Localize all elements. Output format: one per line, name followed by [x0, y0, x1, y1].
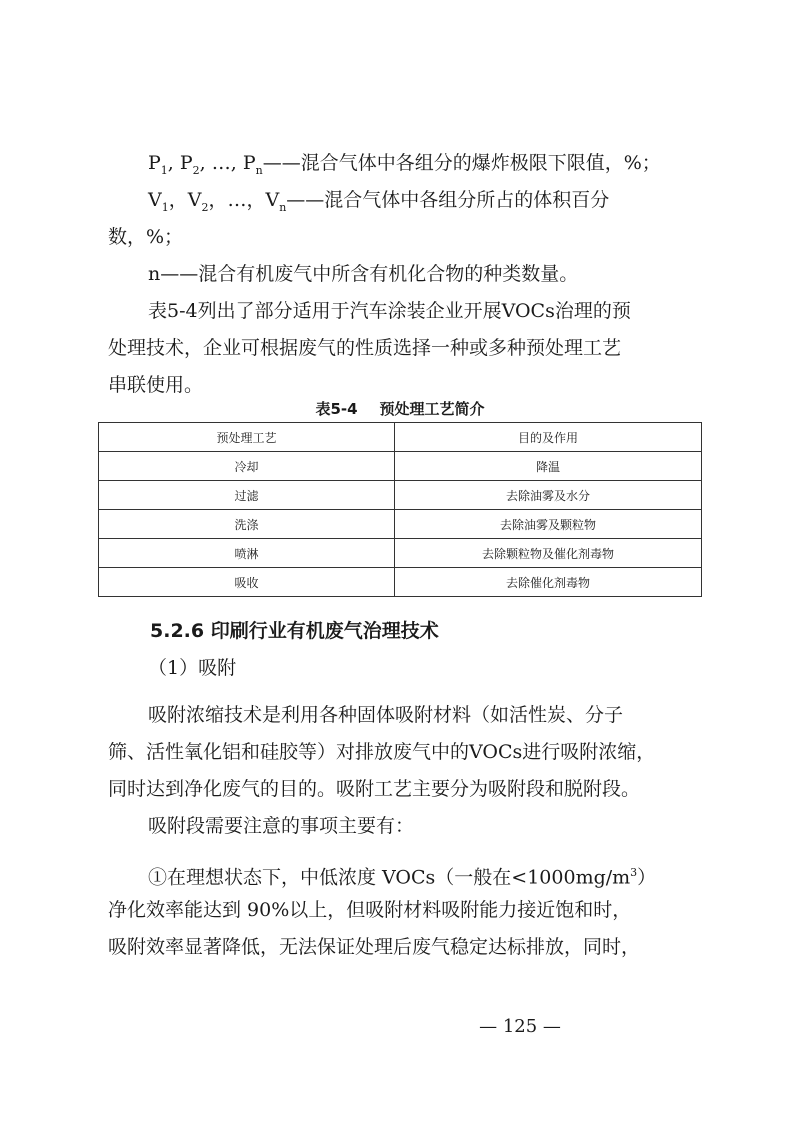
column-header: 预处理工艺: [99, 423, 395, 452]
pretreatment-table: [98, 422, 702, 597]
table-cell: 去除油雾及水分: [395, 481, 702, 510]
table-cell: 降温: [395, 452, 702, 481]
table-row: [99, 510, 702, 539]
paragraph-line: 吸附浓缩技术是利用各种固体吸附材料（如活性炭、分子: [148, 704, 624, 726]
table-cell: 去除颗粒物及催化剂毒物: [395, 539, 702, 568]
table-header-row: [99, 423, 702, 452]
var-v-definition-cont: 数，%；: [108, 226, 184, 248]
var-p-definition: $P_1$, $P_2$, …, $P_n——$混合气体中各组分的爆炸极限下限值，%；: [148, 152, 661, 177]
table-cell: 去除油雾及颗粒物: [395, 510, 702, 539]
paragraph-line: 串联使用。: [108, 374, 204, 396]
paragraph-line: 吸附段需要注意的事项主要有：: [148, 815, 415, 837]
paragraph-line: ①在理想状态下，中低浓度 VOCs（一般在$<1000mg/m^3$）: [148, 866, 657, 889]
table-cell: 过滤: [99, 481, 395, 510]
paragraph-line: 吸附效率显著降低，无法保证处理后废气稳定达标排放，同时，: [108, 936, 641, 958]
table-cell: 洗涤: [99, 510, 395, 539]
paragraph-line: 同时达到净化废气的目的。吸附工艺主要分为吸附段和脱附段。: [108, 778, 641, 800]
table-cell: 冷却: [99, 452, 395, 481]
paragraph-line: 净化效率能达到 90%以上，但吸附材料吸附能力接近饱和时，: [108, 899, 632, 921]
var-p-symbol: $P_1$, $P_2$, …, $P_n$: [148, 152, 263, 177]
paragraph-line: 处理技术，企业可根据废气的性质选择一种或多种预处理工艺: [108, 337, 622, 359]
column-header: 目的及作用: [395, 423, 702, 452]
table-cell: 喷淋: [99, 539, 395, 568]
paragraph-line: 表5-4列出了部分适用于汽车涂装企业开展VOCs治理的预: [148, 300, 631, 322]
section-heading: 5.2.6 印刷行业有机废气治理技术: [150, 620, 439, 642]
table-row: [99, 452, 702, 481]
table-row: [99, 539, 702, 568]
table-cell: 吸收: [99, 568, 395, 597]
var-v-definition: $V_1$，$V_2$，…，$V_n——$混合气体中各组分所占的体积百分: [148, 189, 610, 214]
table-row: [99, 481, 702, 510]
page-number: — 125 —: [479, 1016, 561, 1037]
paragraph-line: 筛、活性氧化铝和硅胶等）对排放废气中的VOCs进行吸附浓缩，: [108, 741, 656, 763]
table-cell: 去除催化剂毒物: [395, 568, 702, 597]
table-caption: 表5-4 预处理工艺简介: [315, 400, 485, 418]
var-v-symbol: $V_1$，$V_2$，…，$V_n$: [148, 189, 287, 214]
table-row: [99, 568, 702, 597]
subsection-label: （1）吸附: [148, 657, 237, 679]
var-n-definition: n——混合有机废气中所含有机化合物的种类数量。: [148, 263, 579, 285]
